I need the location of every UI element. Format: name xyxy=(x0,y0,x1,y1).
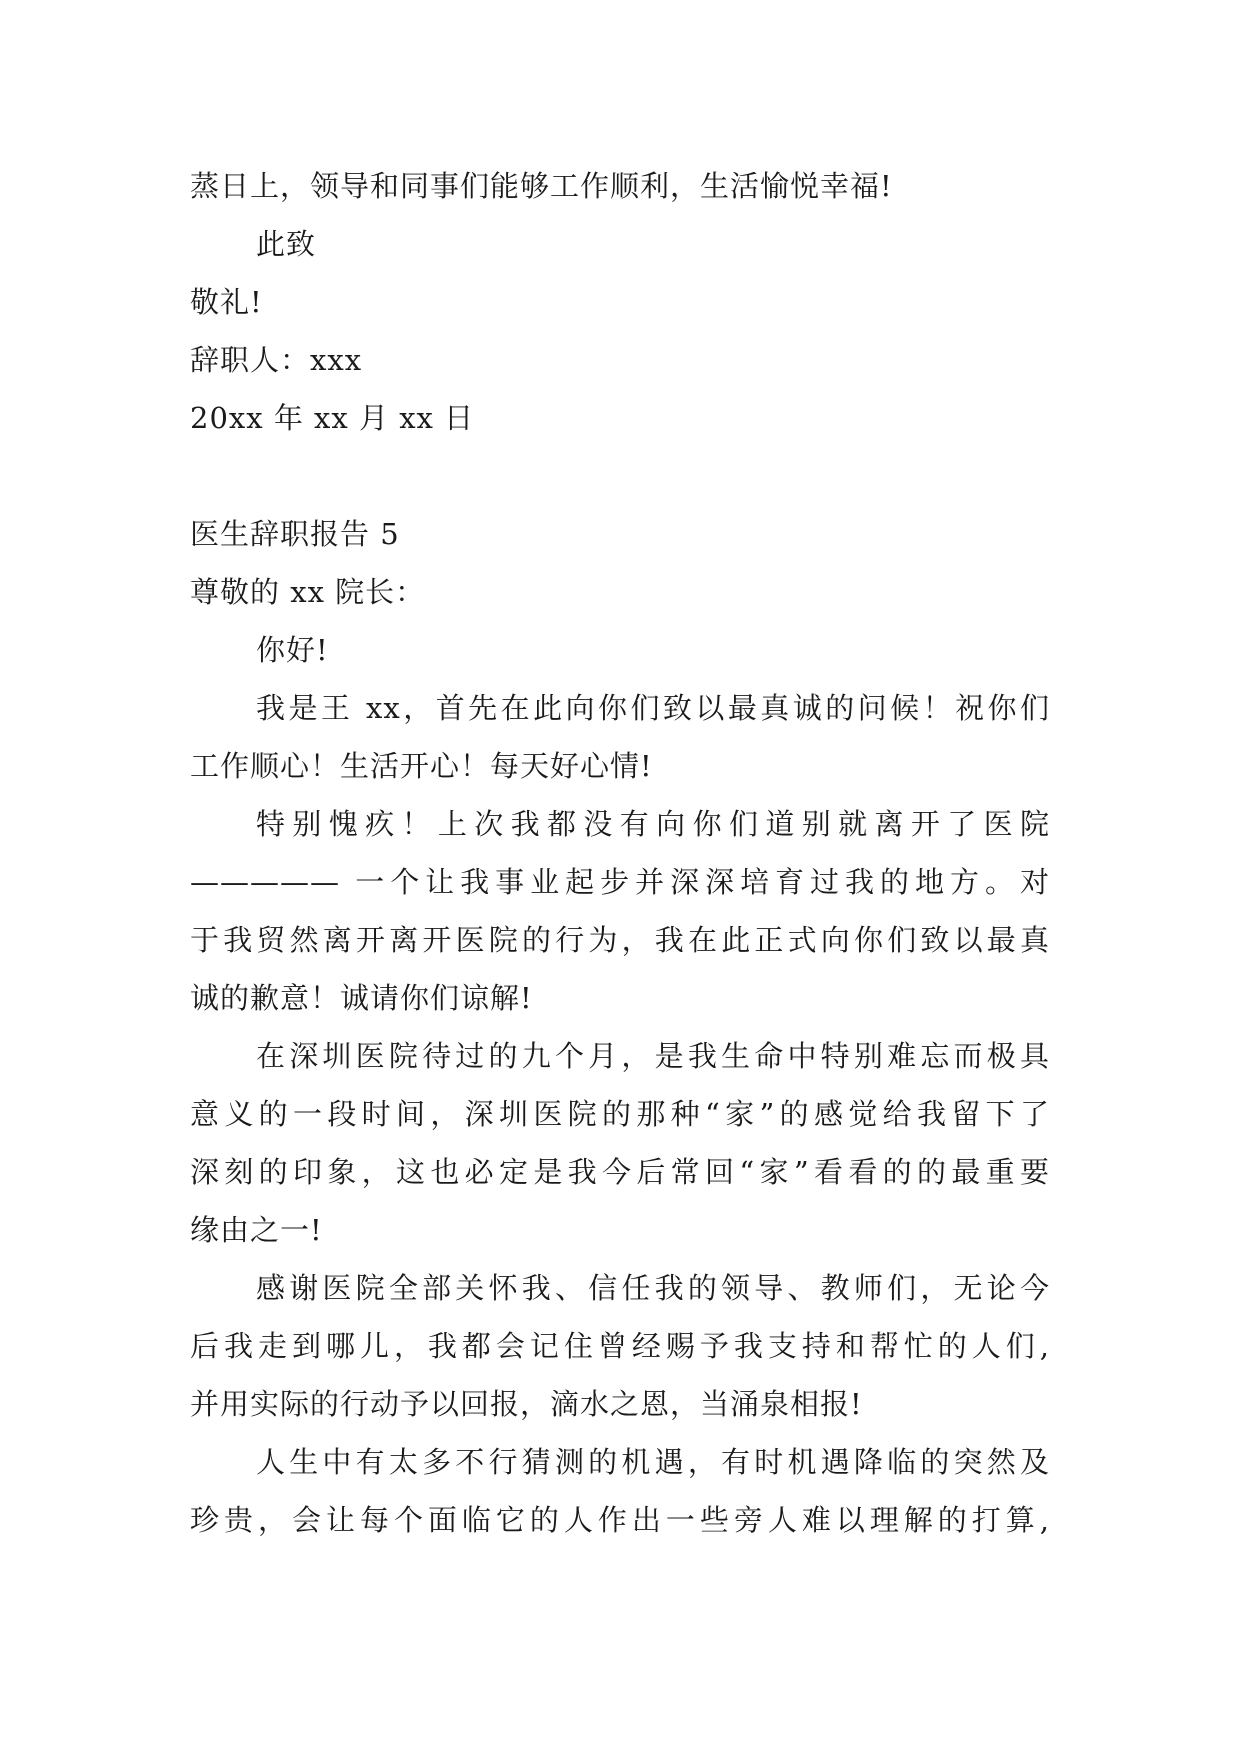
recipient-salutation: 尊敬的 xx 院长： xyxy=(190,575,426,609)
greeting: 你好! xyxy=(256,633,329,667)
paragraph-line: 并用实际的行动予以回报，滴水之恩，当涌泉相报! xyxy=(190,1387,863,1421)
paragraph-line: 工作顺心！生活开心！每天好心情! xyxy=(190,749,653,783)
paragraph-line: 人生中有太多不行猜测的机遇，有时机遇降临的突然及 xyxy=(256,1445,1050,1479)
closing-salutation: 此致 xyxy=(256,227,317,261)
paragraph-line: 缘由之一! xyxy=(190,1213,323,1247)
closing-regards: 敬礼! xyxy=(190,285,263,319)
paragraph-line: 在深圳医院待过的九个月，是我生命中特别难忘而极具 xyxy=(256,1039,1050,1073)
paragraph-line: 深刻的印象，这也必定是我今后常回“家”看看的的最重要 xyxy=(190,1155,1050,1189)
paragraph-line: 于我贸然离开离开医院的行为，我在此正式向你们致以最真 xyxy=(190,923,1050,957)
paragraph-line: 感谢医院全部关怀我、信任我的领导、教师们，无论今 xyxy=(256,1271,1050,1305)
paragraph-line: 我是王 xx，首先在此向你们致以最真诚的问候！祝你们 xyxy=(256,691,1050,725)
text-line: 蒸日上，领导和同事们能够工作顺利，生活愉悦幸福! xyxy=(190,169,893,203)
paragraph-line: 意义的一段时间，深圳医院的那种“家”的感觉给我留下了 xyxy=(190,1097,1050,1131)
paragraph-line: 珍贵，会让每个面临它的人作出一些旁人难以理解的打算, xyxy=(190,1503,1050,1537)
paragraph-line: 后我走到哪儿，我都会记住曾经赐予我支持和帮忙的人们, xyxy=(190,1329,1050,1363)
signature-date: 20xx 年 xx 月 xx 日 xyxy=(190,401,475,435)
paragraph-line: 特别愧疚！上次我都没有向你们道别就离开了医院 xyxy=(256,807,1050,841)
paragraph-line: ————— 一个让我事业起步并深深培育过我的地方。对 xyxy=(190,865,1050,899)
paragraph-line: 诚的歉意！诚请你们谅解! xyxy=(190,981,533,1015)
signature-name: 辞职人：xxx xyxy=(190,343,363,377)
section-title: 医生辞职报告 5 xyxy=(190,517,400,551)
